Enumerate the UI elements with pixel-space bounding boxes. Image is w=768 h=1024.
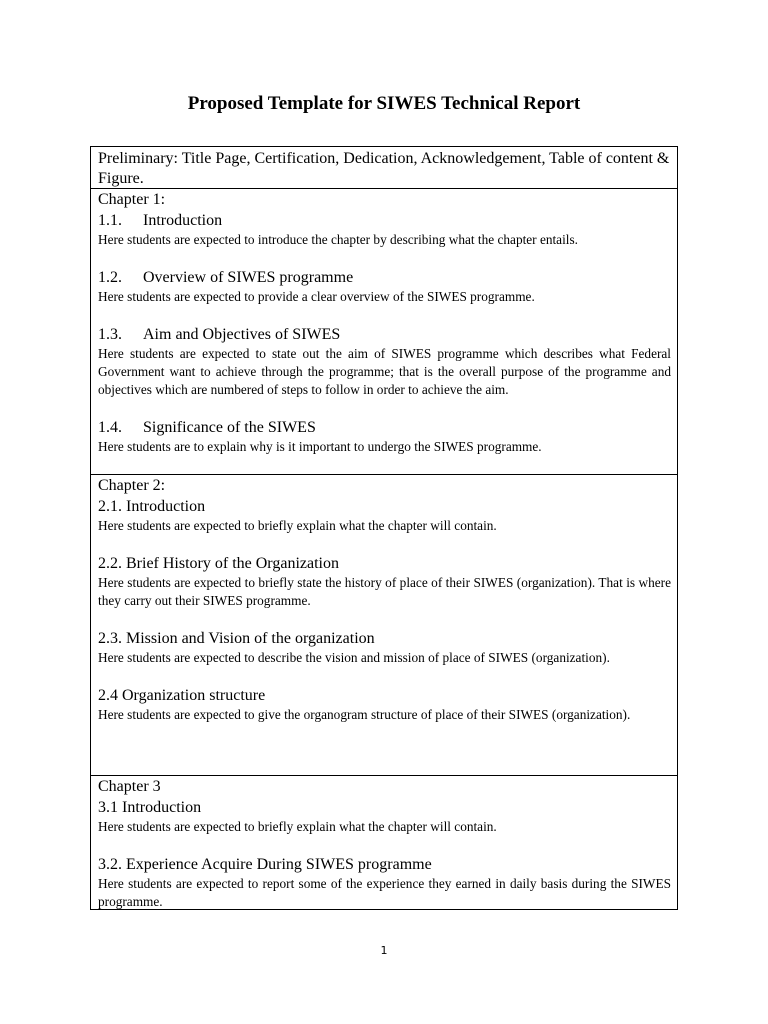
chapter-3-row [90,775,678,910]
section-1-3-heading [98,324,671,345]
section-2-4-description: Here students are expected to give the organogram structure of place of their SIWES (organization). [98,707,631,722]
section-title: Aim and Objectives of SIWES [143,326,341,343]
section-2-1-heading: 2.1. Introduction [98,498,206,515]
section-1-1-heading [98,210,671,231]
section-number: 1.3. [98,326,122,343]
section-2-3-description: Here students are expected to describe the vision and mission of place of SIWES (organization). [98,650,610,665]
section-number: 1.1. [98,212,122,229]
section-title: Overview of SIWES programme [143,269,354,286]
preliminary-text: Preliminary: Title Page, Certification, Dedication, Acknowledgement, Table of content & Figure. [98,150,670,187]
section-2-3-heading: 2.3. Mission and Vision of the organization [98,630,375,647]
section-1-2-heading [98,267,671,288]
section-3-1-description: Here students are expected to briefly explain what the chapter will contain. [98,819,497,834]
chapter-2-heading: Chapter 2: [98,477,166,494]
section-1-4-heading [98,417,671,438]
section-1-1-description: Here students are expected to introduce the chapter by describing what the chapter entails. [98,232,578,247]
section-3-2-heading: 3.2. Experience Acquire During SIWES programme [98,856,432,873]
chapter-3-heading: Chapter 3 [98,778,161,795]
chapter-1-heading: Chapter 1: [98,191,166,208]
section-1-2-description: Here students are expected to provide a clear overview of the SIWES programme. [98,289,535,304]
section-number: 1.4. [98,419,122,436]
chapter-1-row [90,188,678,475]
section-2-2-heading: 2.2. Brief History of the Organization [98,555,339,572]
section-3-2-description: Here students are expected to report some of the experience they earned in daily basis during the SIWES programme. [98,876,671,909]
section-title: Introduction [143,212,223,229]
section-2-4-heading: 2.4 Organization structure [98,687,266,704]
document-title: Proposed Template for SIWES Technical Report [187,93,581,114]
section-3-1-heading: 3.1 Introduction [98,799,202,816]
section-2-2-description: Here students are expected to briefly state the history of place of their SIWES (organization). That is where they carry out their SIWES programme. [98,575,671,608]
chapter-2-row [90,474,678,776]
section-1-3-description: Here students are expected to state out the aim of SIWES programme which describes what Federal Government want to achieve through the programme; that is the overall purpose of the programme and objectives which are numbered of steps to follow in order to achieve the aim. [98,346,671,397]
section-2-1-description: Here students are expected to briefly explain what the chapter will contain. [98,518,497,533]
preliminary-row [90,146,678,189]
section-1-4-description: Here students are to explain why is it important to undergo the SIWES programme. [98,439,542,454]
section-title: Significance of the SIWES [143,419,316,436]
section-number: 1.2. [98,269,122,286]
page-number: 1 [380,944,388,957]
